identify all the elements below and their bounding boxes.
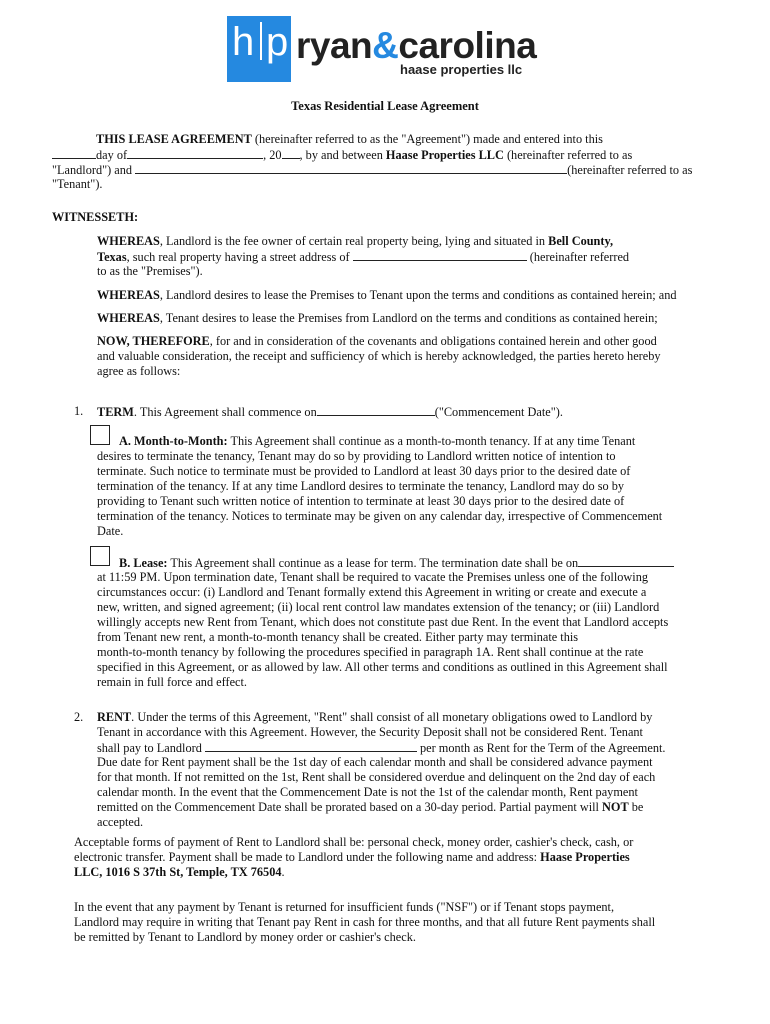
logo-letter-p: p: [266, 20, 289, 64]
mtm-text: This Agreement shall continue as a month-to-month tenancy. If at any time Tenant: [227, 434, 636, 448]
whereas-label: WHEREAS: [97, 288, 160, 302]
intro-line-2: [52, 147, 632, 163]
logo-ampersand: &: [372, 25, 399, 66]
termination-date-blank[interactable]: [578, 555, 674, 567]
mtm-line-1: [119, 434, 635, 449]
lease-checkbox[interactable]: [90, 546, 110, 566]
rent-number: 2.: [74, 710, 84, 724]
logo-divider: [260, 22, 262, 60]
commencement-date-blank[interactable]: [317, 404, 435, 416]
county-name: Bell County,: [548, 234, 614, 248]
term-line: [97, 404, 563, 420]
mtm-line: terminate. Such notice to terminate must be provided to Landlord at least 30 days prior to the desired date of: [97, 464, 631, 478]
rent-amount-blank[interactable]: [205, 740, 417, 752]
lease-heading: B. Lease:: [119, 556, 168, 570]
intro-year: , 20: [263, 148, 282, 162]
whereas-2: [97, 288, 677, 303]
witnesseth-heading: WITNESSETH:: [52, 210, 139, 224]
intro-line-3: [52, 162, 692, 178]
now-therefore-line-3: agree as follows:: [97, 364, 181, 378]
intro-text-1: (hereinafter referred to as the "Agreement") made and entered into this: [251, 132, 603, 146]
rent-text: . Under the terms of this Agreement, "Rent" shall consist of all monetary obligations owed to Landlord by: [131, 710, 653, 724]
whereas-1-line-1: [97, 234, 675, 249]
whereas-label: WHEREAS: [97, 311, 160, 325]
state-name: Texas: [97, 250, 127, 264]
now-therefore-label: NOW, THEREFORE: [97, 334, 210, 348]
mtm-line: termination of the tenancy. Notices to terminate may be given on any calendar day, irrespective of Commencement: [97, 509, 663, 523]
lease-line: new, written, and signed agreement; (ii) local rent control law mandates extension of the tenancy; or (iii) Landlord: [97, 600, 660, 614]
whereas-1-referred: (hereinafter referred: [526, 250, 630, 264]
logo-wordmark: [296, 26, 536, 66]
rent-line-8: accepted.: [97, 815, 144, 829]
lease-line: willingly accepts new Rent from Tenant, which does not constitute past due Rent. In the event that Landlord accepts: [97, 615, 669, 629]
payment-text: electronic transfer. Payment shall be made to Landlord under the following name and address:: [74, 850, 541, 864]
document-title: Texas Residential Lease Agreement: [291, 99, 479, 113]
logo-letter-h: h: [232, 20, 255, 64]
lease-line: specified in this Agreement, or as allowed by law. All other terms and conditions as outlined in this Agreement shall: [97, 660, 668, 674]
rent-per-month-text: per month as Rent for the Term of the Agreement.: [416, 741, 666, 755]
year-blank[interactable]: [282, 147, 300, 159]
now-therefore-line-1: [97, 334, 657, 349]
mtm-line: Date.: [97, 524, 124, 538]
intro-referred-2: (hereinafter referred to as: [567, 163, 693, 177]
whereas-1-text: , Landlord is the fee owner of certain real property being, lying and situated in: [159, 234, 549, 248]
intro-heading: THIS LEASE AGREEMENT: [96, 132, 252, 146]
term-heading: TERM: [97, 405, 134, 419]
rent-line: for that month. If not remitted on the 1st, Rent shall be considered overdue and delinquent on the 2nd day of each: [97, 770, 656, 784]
landlord-name: Haase Properties LLC: [385, 148, 504, 162]
rent-line-3: [97, 740, 665, 756]
payment-line-2: [74, 850, 630, 865]
nsf-line-1: In the event that any payment by Tenant is returned for insufficient funds ("NSF") or if Tenant stops payment,: [74, 900, 615, 914]
logo-word-1: ryan: [296, 25, 373, 66]
whereas-2-text: , Landlord desires to lease the Premises to Tenant upon the terms and conditions as contained herein; and: [159, 288, 677, 302]
intro-landlord-and: "Landlord") and: [52, 163, 136, 177]
rent-line-7: [97, 800, 643, 815]
mtm-line: termination of the tenancy. If at any time Landlord desires to terminate the tenancy, Landlord may do so by: [97, 479, 625, 493]
lease-line-1: [119, 555, 674, 571]
intro-line-4: "Tenant").: [52, 177, 103, 191]
term-number: 1.: [74, 404, 84, 418]
payment-line-3: [74, 865, 285, 880]
intro-between: , by and between: [299, 148, 386, 162]
rent-line-2: Tenant in accordance with this Agreement. However, the Security Deposit shall not be considered Rent. Tenant: [97, 725, 643, 739]
now-therefore-text: , for and in consideration of the covenants and obligations contained herein and other good: [209, 334, 657, 348]
intro-line-1: [96, 132, 603, 147]
intro-referred: (hereinafter referred to as: [503, 148, 633, 162]
payment-line-1: Acceptable forms of payment of Rent to Landlord shall be: personal check, money order, cashier's check, cash, or: [74, 835, 634, 849]
whereas-1-line-3: to as the "Premises").: [97, 264, 203, 278]
payment-period: .: [281, 865, 285, 879]
rent-line: Due date for Rent payment shall be the 1st day of each calendar month and shall be considered advance payment: [97, 755, 653, 769]
lease-line: at 11:59 PM. Upon termination date, Tenant shall be required to vacate the Premises unless one of the following: [97, 570, 649, 584]
rent-not-emphasis: NOT: [602, 800, 629, 814]
lease-line: circumstances occur: (i) Landlord and Tenant formally extend this Agreement in writing or create and execute a: [97, 585, 647, 599]
logo-word-2: carolina: [398, 25, 537, 66]
mtm-heading: A. Month-to-Month:: [119, 434, 228, 448]
mtm-line: providing to Tenant such written notice of intention to terminate at least 30 days prior to the desired date of: [97, 494, 625, 508]
lease-line: remain in full force and effect.: [97, 675, 247, 689]
rent-line-1: [97, 710, 652, 725]
term-commencement-label: ("Commencement Date").: [434, 405, 563, 419]
rent-be-text: be: [628, 800, 644, 814]
intro-day-of: day of: [96, 148, 128, 162]
nsf-line-2: Landlord may require in writing that Tenant pay Rent in cash for three months, and that all future Rent payments shall: [74, 915, 656, 929]
logo-subtitle: haase properties llc: [400, 62, 523, 77]
whereas-label: WHEREAS: [97, 234, 160, 248]
lease-text: This Agreement shall continue as a lease for term. The termination date shall be on: [167, 556, 579, 570]
day-blank[interactable]: [52, 147, 96, 159]
mtm-line: desires to terminate the tenancy, Tenant may do so by providing to Landlord written notice of intention to: [97, 449, 616, 463]
payee-name: Haase Properties: [540, 850, 630, 864]
month-blank[interactable]: [127, 147, 263, 159]
whereas-3: [97, 311, 658, 326]
lease-line: month-to-month tenancy by following the procedures specified in paragraph 1A. Rent shall continue at the rate: [97, 645, 644, 659]
payee-address: LLC, 1016 S 37th St, Temple, TX 76504: [74, 865, 282, 879]
term-text: . This Agreement shall commence on: [133, 405, 317, 419]
street-address-blank[interactable]: [353, 249, 527, 261]
rent-heading: RENT: [97, 710, 132, 724]
whereas-1-address-text: , such real property having a street address of: [126, 250, 353, 264]
nsf-line-3: be remitted by Tenant to Landlord by money order or cashier's check.: [74, 930, 416, 944]
tenant-name-blank[interactable]: [135, 162, 567, 174]
month-to-month-checkbox[interactable]: [90, 425, 110, 445]
rent-prorate-text: remitted on the Commencement Date shall be prorated based on a 30-day period. Partial payment will: [97, 800, 603, 814]
now-therefore-line-2: and valuable consideration, the receipt and sufficiency of which is hereby acknowledged, the parties hereto hereby: [97, 349, 661, 363]
whereas-3-text: , Tenant desires to lease the Premises from Landlord on the terms and conditions as contained herein;: [159, 311, 658, 325]
rent-pay-text: shall pay to Landlord: [97, 741, 205, 755]
lease-line: from Tenant new rent, a month-to-month tenancy shall be created. Either party may terminate this: [97, 630, 579, 644]
whereas-1-line-2: [97, 249, 629, 265]
rent-line: calendar month. In the event that the Commencement Date is not the 1st of the calendar month, Rent payment: [97, 785, 638, 799]
